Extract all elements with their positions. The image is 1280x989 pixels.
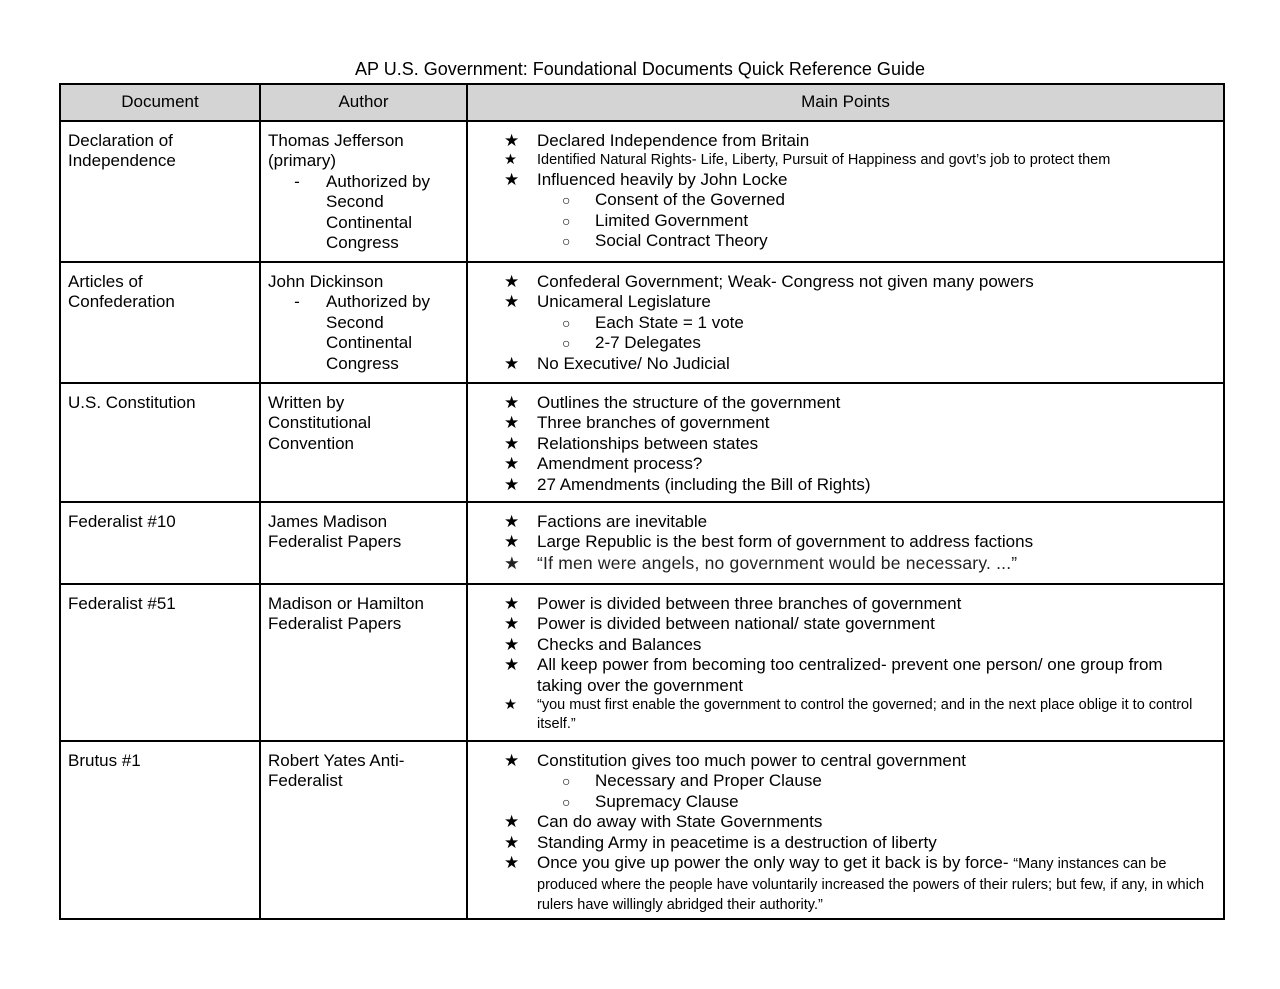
- star-bullet-icon: ★: [504, 552, 520, 573]
- point-text: Necessary and Proper Clause: [595, 771, 822, 791]
- point-item: [475, 475, 1217, 495]
- star-bullet-icon: ★: [504, 433, 520, 453]
- point-text: No Executive/ No Judicial: [537, 353, 730, 373]
- star-bullet-icon: ★: [504, 853, 520, 873]
- point-text: Constitution gives too much power to central government: [537, 751, 967, 770]
- point-item: [475, 833, 1217, 853]
- star-bullet-icon: ★: [504, 454, 520, 474]
- circle-bullet-icon: ○: [562, 773, 571, 790]
- point-item: [475, 635, 1217, 655]
- star-bullet-icon: ★: [504, 413, 520, 433]
- circle-bullet-icon: ○: [562, 335, 571, 352]
- point-item: [475, 313, 1217, 333]
- point-text: Once you give up power the only way to get it back is by force-: [537, 853, 1009, 873]
- document-cell: [60, 584, 260, 741]
- point-item: [475, 454, 1217, 474]
- point-item: [475, 751, 1217, 771]
- points-list: [475, 393, 1217, 495]
- author-name: Written by Constitutional Convention: [268, 393, 372, 453]
- author-cell: [260, 741, 467, 919]
- point-item: [475, 292, 1217, 312]
- dash-bullet: -: [294, 292, 300, 312]
- point-text: Factions are inevitable: [537, 512, 708, 531]
- point-item: [475, 434, 1217, 454]
- main-points-cell: [467, 383, 1224, 502]
- document-cell: [60, 383, 260, 502]
- point-item: [475, 190, 1217, 210]
- point-text: Power is divided between three branches of government: [537, 594, 962, 613]
- point-item: [475, 413, 1217, 433]
- document-cell: [60, 741, 260, 919]
- point-text: 27 Amendments (including the Bill of Rights): [537, 474, 871, 494]
- point-text: Social Contract Theory: [595, 231, 768, 251]
- main-points-cell: [467, 741, 1224, 919]
- page-title: AP U.S. Government: Foundational Documents Quick Reference Guide: [355, 59, 925, 79]
- header-author: Author: [260, 84, 467, 121]
- point-text: “you must first enable the government to control the governed; and in the next place oblige it to control itself.”: [537, 697, 1193, 732]
- point-item: [475, 792, 1217, 812]
- star-bullet-icon: ★: [504, 292, 520, 312]
- point-text: Power is divided between national/ state government: [537, 614, 935, 634]
- table-row: [60, 121, 1224, 262]
- star-bullet-icon: ★: [504, 532, 520, 552]
- table-row: [60, 584, 1224, 741]
- point-text: Three branches of government: [537, 413, 770, 433]
- star-bullet-icon: ★: [504, 697, 517, 714]
- point-text: Amendment process?: [537, 454, 703, 474]
- point-text: Declared Independence from Britain: [537, 131, 810, 150]
- point-text: All keep power from becoming too centralized- prevent one person/ one group from taking over the government: [537, 655, 1163, 695]
- document-name: Federalist #51: [68, 594, 176, 613]
- point-text: Limited Government: [595, 210, 749, 230]
- point-item: [475, 170, 1217, 190]
- star-bullet-icon: ★: [504, 594, 520, 613]
- point-item: [475, 532, 1217, 552]
- point-text: Outlines the structure of the government: [537, 393, 841, 412]
- point-text: Confederal Government; Weak- Congress not given many powers: [537, 272, 1034, 291]
- author-name: Robert Yates Anti- Federalist: [268, 751, 405, 791]
- point-text: Each State = 1 vote: [595, 312, 744, 332]
- table-row: [60, 502, 1224, 584]
- star-bullet-icon: ★: [504, 169, 520, 189]
- author-sub-item: [268, 172, 460, 254]
- point-text: Can do away with State Governments: [537, 812, 823, 832]
- author-name: James Madison Federalist Papers: [268, 512, 402, 552]
- point-text: Relationships between states: [537, 433, 759, 453]
- circle-bullet-icon: ○: [562, 793, 571, 810]
- circle-bullet-icon: ○: [562, 192, 571, 209]
- point-item: [475, 151, 1217, 170]
- author-name: Thomas Jefferson (primary): [268, 131, 404, 171]
- point-text: Checks and Balances: [537, 634, 702, 654]
- star-bullet-icon: ★: [504, 393, 520, 412]
- document-cell: [60, 121, 260, 262]
- point-item: [475, 231, 1217, 251]
- author-cell: [260, 383, 467, 502]
- points-list: [475, 131, 1217, 252]
- circle-bullet-icon: ○: [562, 314, 571, 331]
- table-row: [60, 383, 1224, 502]
- main-points-cell: [467, 502, 1224, 584]
- author-name: Madison or Hamilton Federalist Papers: [268, 594, 424, 634]
- point-text: Large Republic is the best form of government to address factions: [537, 532, 1034, 552]
- reference-table: [59, 83, 1225, 920]
- circle-bullet-icon: ○: [562, 212, 571, 229]
- point-item: [475, 655, 1217, 696]
- author-name: John Dickinson: [268, 272, 384, 291]
- document-name: Brutus #1: [68, 751, 141, 770]
- document-name: U.S. Constitution: [68, 393, 196, 412]
- star-bullet-icon: ★: [504, 131, 520, 150]
- star-bullet-icon: ★: [504, 272, 520, 291]
- point-item: [475, 393, 1217, 413]
- points-list: [475, 512, 1217, 573]
- point-item: [475, 771, 1217, 791]
- point-text: Identified Natural Rights- Life, Liberty, Pursuit of Happiness and govt’s job to protect them: [537, 152, 1111, 169]
- point-text: “If men were angels, no government would be necessary. ...”: [537, 552, 1018, 573]
- point-text: Supremacy Clause: [595, 791, 739, 811]
- star-bullet-icon: ★: [504, 474, 520, 494]
- table-row: [60, 262, 1224, 383]
- star-bullet-icon: ★: [504, 512, 520, 531]
- table-row: [60, 741, 1224, 919]
- author-cell: [260, 262, 467, 383]
- point-item: [475, 354, 1217, 374]
- star-bullet-icon: ★: [504, 614, 520, 634]
- document-name: Declaration of Independence: [68, 131, 176, 171]
- document-cell: [60, 262, 260, 383]
- author-sub-text: Authorized by Second Continental Congress: [326, 171, 430, 253]
- author-cell: [260, 584, 467, 741]
- point-item: [475, 131, 1217, 151]
- point-item: [475, 553, 1217, 573]
- author-sub-item: [268, 292, 460, 374]
- header-row: [60, 84, 1224, 121]
- document-cell: [60, 502, 260, 584]
- point-item: [475, 512, 1217, 532]
- point-text: Consent of the Governed: [595, 190, 785, 210]
- star-bullet-icon: ★: [504, 152, 517, 169]
- star-bullet-icon: ★: [504, 655, 520, 675]
- star-bullet-icon: ★: [504, 812, 520, 832]
- points-list: [475, 751, 1217, 915]
- star-bullet-icon: ★: [504, 634, 520, 654]
- main-points-cell: [467, 262, 1224, 383]
- main-points-cell: [467, 584, 1224, 741]
- point-text: 2-7 Delegates: [595, 333, 701, 353]
- author-sub-text: Authorized by Second Continental Congress: [326, 292, 430, 373]
- star-bullet-icon: ★: [504, 751, 520, 770]
- star-bullet-icon: ★: [504, 353, 520, 373]
- circle-bullet-icon: ○: [562, 233, 571, 250]
- dash-bullet: -: [294, 171, 300, 191]
- point-text: Unicameral Legislature: [537, 292, 711, 312]
- point-item: [475, 211, 1217, 231]
- point-quote: “Many instances can be produced where the people have voluntarily increased the powers of their rulers; but few, if any, in which rulers have willingly abridged their authority.”: [537, 856, 1205, 914]
- main-points-cell: [467, 121, 1224, 262]
- point-item: [475, 272, 1217, 292]
- points-list: [475, 594, 1217, 733]
- point-item: [475, 333, 1217, 353]
- header-main-points: Main Points: [467, 84, 1224, 121]
- point-text: Influenced heavily by John Locke: [537, 169, 788, 189]
- header-document: Document: [60, 84, 260, 121]
- document-name: Federalist #10: [68, 512, 176, 531]
- point-item: [475, 614, 1217, 634]
- point-item: [475, 594, 1217, 614]
- point-item: [475, 812, 1217, 832]
- point-item: [475, 853, 1217, 915]
- star-bullet-icon: ★: [504, 832, 520, 852]
- points-list: [475, 272, 1217, 374]
- document-name: Articles of Confederation: [68, 272, 175, 312]
- author-cell: [260, 502, 467, 584]
- point-item: [475, 696, 1217, 733]
- point-text: Standing Army in peacetime is a destruction of liberty: [537, 832, 937, 852]
- author-cell: [260, 121, 467, 262]
